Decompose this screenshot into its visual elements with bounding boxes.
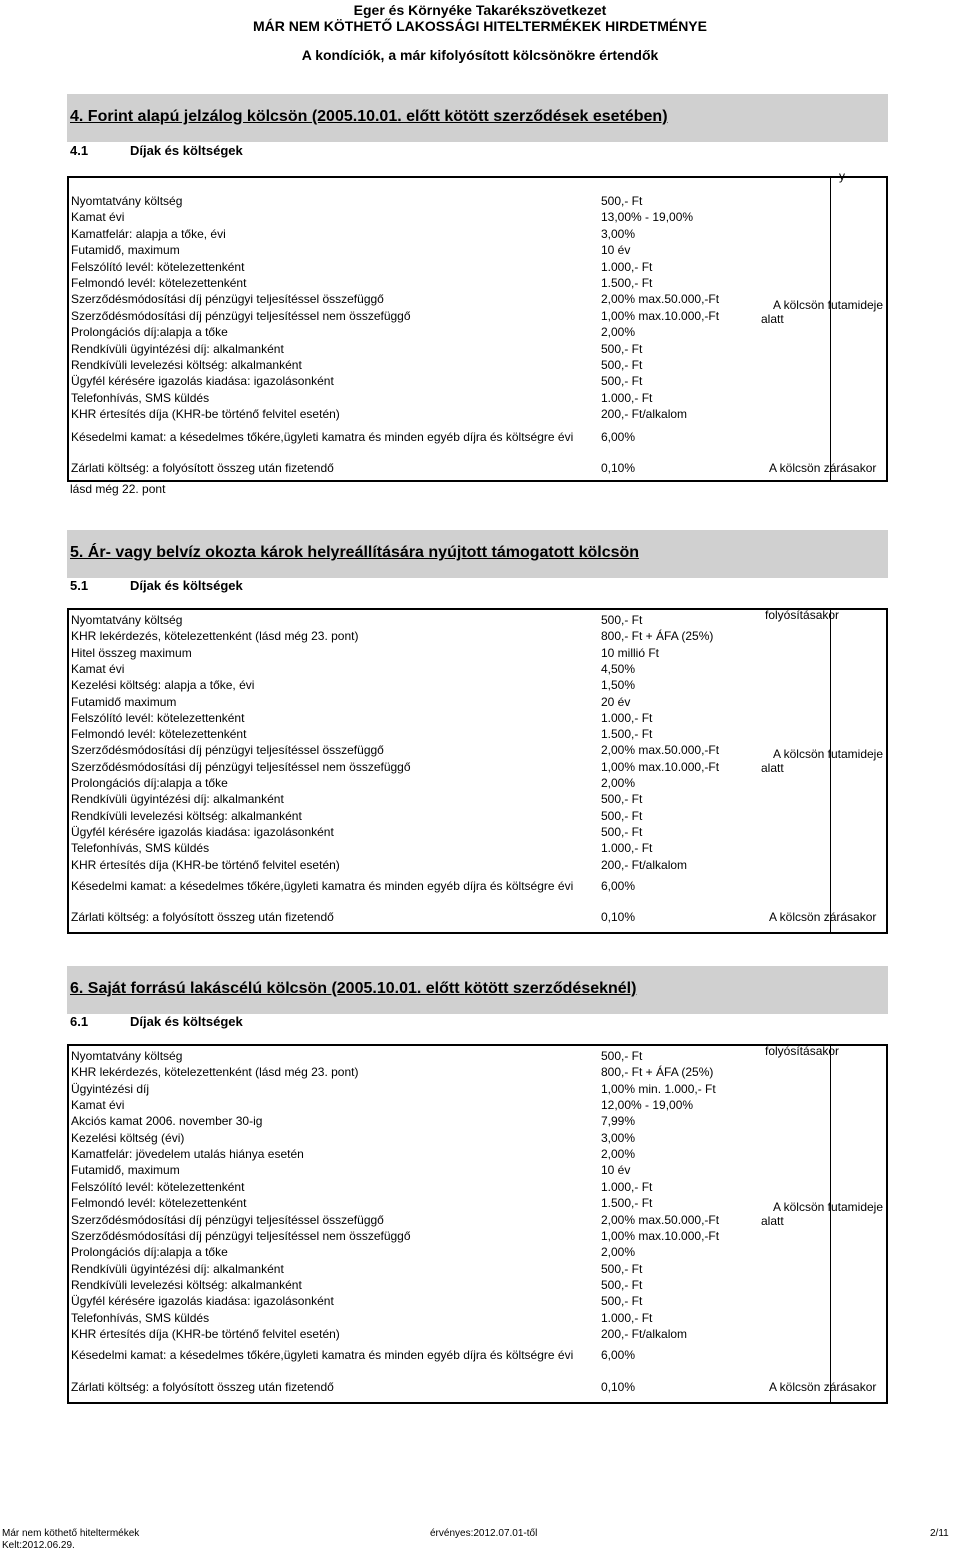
fee-row-label: Nyomtatvány költség bbox=[71, 613, 183, 627]
section-6-top-note: folyósításakor bbox=[765, 1044, 840, 1058]
fee-row-label: Nyomtatvány költség bbox=[71, 194, 183, 208]
fee-row-value: 2,00% bbox=[601, 1245, 636, 1260]
fee-row-label: Kamat évi bbox=[71, 210, 125, 225]
fee-row-label: Rendkívüli levelezési költség: alkalmanként bbox=[71, 1277, 302, 1292]
section-4-banner bbox=[67, 94, 888, 142]
section-6-closing-note: A kölcsön zárásakor bbox=[769, 1380, 877, 1394]
fee-row-value: 13,00% - 19,00% bbox=[601, 210, 694, 225]
fee-row-label: Ügyintézési díj bbox=[71, 1081, 150, 1096]
fee-row-label: Rendkívüli levelezési költség: alkalmanként bbox=[71, 358, 302, 372]
section-6-banner bbox=[67, 966, 888, 1014]
table-divider bbox=[830, 1046, 831, 1402]
section-6-subtitle-text: Díjak és költségek bbox=[130, 1014, 243, 1029]
fee-row-value: 2,00% max.50.000,-Ft bbox=[601, 1212, 720, 1227]
fee-row-label: Ügyfél kérésére igazolás kiadása: igazolásonként bbox=[71, 374, 334, 389]
fee-row-value: 200,- Ft/alkalom bbox=[601, 857, 688, 872]
fee-row-label: Szerződésmódosítási díj pénzügyi teljesítéssel nem összefüggő bbox=[71, 759, 411, 774]
fee-row-label: Felszólító levél: kötelezettenként bbox=[71, 710, 245, 725]
section-5-closing-note: A kölcsön zárásakor bbox=[769, 910, 877, 924]
fee-row-value: 500,- Ft bbox=[601, 613, 643, 627]
fee-row-value: 200,- Ft/alkalom bbox=[601, 1326, 688, 1341]
header-bank-name: Eger és Környéke Takarékszövetkezet bbox=[353, 2, 607, 18]
fee-row-label: KHR értesítés díja (KHR-be történő felvitel esetén) bbox=[71, 857, 340, 872]
section-5-subtitle bbox=[70, 578, 243, 593]
fee-row-label: Szerződésmódosítási díj pénzügyi teljesítéssel nem összefüggő bbox=[71, 308, 411, 323]
section-4-fee-table bbox=[67, 169, 888, 482]
fee-row-value: 1.000,- Ft bbox=[601, 259, 653, 274]
fee-row-value: 1.000,- Ft bbox=[601, 710, 653, 725]
fee-row-label: Szerződésmódosítási díj pénzügyi teljesítéssel összefüggő bbox=[71, 1212, 384, 1227]
fee-row-value: 500,- Ft bbox=[601, 1261, 643, 1276]
fee-row-label: Futamidő, maximum bbox=[71, 243, 180, 258]
fee-row-label: Telefonhívás, SMS küldés bbox=[71, 841, 210, 856]
fee-row-label: Prolongációs díj:alapja a tőke bbox=[71, 325, 228, 340]
fee-row-label: Felmondó levél: kötelezettenként bbox=[71, 727, 247, 742]
section-4-subtitle bbox=[70, 143, 243, 158]
footer-page-number: 2/11 bbox=[930, 1528, 949, 1539]
fee-row-value: 1.500,- Ft bbox=[601, 276, 653, 290]
fee-row-value: 4,50% bbox=[601, 661, 636, 676]
footer-valid-from: érvényes:2012.07.01-től bbox=[430, 1528, 538, 1539]
fee-row-value: 3,00% bbox=[601, 226, 636, 241]
fee-row-value: 2,00% max.50.000,-Ft bbox=[601, 292, 720, 307]
section-4-late-interest-value: 6,00% bbox=[601, 430, 636, 444]
section-6-subtitle bbox=[70, 1014, 243, 1029]
fee-row-value: 2,00% bbox=[601, 1147, 636, 1162]
fee-row-label: KHR lekérdezés, kötelezettenként (lásd még 23. pont) bbox=[71, 1065, 359, 1080]
section-5-term-note-2: alatt bbox=[761, 761, 784, 775]
section-5-closing-value: 0,10% bbox=[601, 910, 636, 924]
fee-row-label: KHR értesítés díja (KHR-be történő felvitel esetén) bbox=[71, 1326, 340, 1341]
section-4-subtitle-text: Díjak és költségek bbox=[130, 143, 243, 158]
fee-row-value: 3,00% bbox=[601, 1130, 636, 1145]
section-6-closing-label: Zárlati költség: a folyósított összeg után fizetendő bbox=[71, 1380, 334, 1394]
section-4-closing-value: 0,10% bbox=[601, 461, 636, 475]
section-5-late-interest-label: Késedelmi kamat: a késedelmes tőkére,ügyleti kamatra és minden egyéb díjra és költségre évi bbox=[71, 879, 574, 893]
section-4-late-interest-label: Késedelmi kamat: a késedelmes tőkére,ügyleti kamatra és minden egyéb díjra és költségre évi bbox=[71, 430, 574, 444]
fee-row-value: 500,- Ft bbox=[601, 792, 643, 807]
fee-row-label: Telefonhívás, SMS küldés bbox=[71, 390, 210, 405]
fee-row-value: 1.000,- Ft bbox=[601, 390, 653, 405]
section-5-fee-table bbox=[67, 608, 888, 934]
fee-row-value: 2,00% bbox=[601, 776, 636, 790]
section-5-banner bbox=[67, 530, 888, 578]
fee-row-label: Ügyfél kérésére igazolás kiadása: igazolásonként bbox=[71, 1294, 334, 1309]
fee-row-label: Kamatfelár: alapja a tőke, évi bbox=[71, 226, 226, 241]
section-5-closing-label: Zárlati költség: a folyósított összeg után fizetendő bbox=[71, 910, 334, 924]
fee-row-value: 500,- Ft bbox=[601, 824, 643, 839]
section-4-title: 4. Forint alapú jelzálog kölcsön (2005.10.01. előtt kötött szerződések esetében) bbox=[70, 108, 668, 125]
fee-row-value: 200,- Ft/alkalom bbox=[601, 407, 688, 422]
fee-row-value: 10 év bbox=[601, 1163, 631, 1178]
fee-row-value: 2,00% max.50.000,-Ft bbox=[601, 743, 720, 758]
fee-row-value: 500,- Ft bbox=[601, 1277, 643, 1292]
fee-row-value: 500,- Ft bbox=[601, 194, 643, 208]
fee-row-label: Felszólító levél: kötelezettenként bbox=[71, 259, 245, 274]
fee-row-label: Kezelési költség (évi) bbox=[71, 1130, 185, 1145]
section-6-fee-table bbox=[67, 1044, 888, 1404]
fee-row-value: 500,- Ft bbox=[601, 341, 643, 356]
fee-row-label: Szerződésmódosítási díj pénzügyi teljesítéssel összefüggő bbox=[71, 292, 384, 307]
section-6-late-interest-value: 6,00% bbox=[601, 1348, 636, 1362]
fee-row-value: 800,- Ft + ÁFA (25%) bbox=[601, 629, 714, 644]
fee-row-value: 10 év bbox=[601, 243, 631, 258]
fee-row-label: Kezelési költség: alapja a tőke, évi bbox=[71, 678, 255, 693]
fee-row-value: 10 millió Ft bbox=[601, 645, 660, 660]
footer-document-name: Már nem köthető hiteltermékek bbox=[2, 1528, 140, 1539]
header-document-title: MÁR NEM KÖTHETŐ LAKOSSÁGI HITELTERMÉKEK HIRDETMÉNYE bbox=[253, 18, 707, 34]
fee-row-value: 1.500,- Ft bbox=[601, 727, 653, 742]
fee-row-label: Rendkívüli levelezési költség: alkalmanként bbox=[71, 808, 302, 823]
fee-row-label: Kamat évi bbox=[71, 661, 125, 676]
fee-row-label: Nyomtatvány költség bbox=[71, 1049, 183, 1063]
fee-row-label: Akciós kamat 2006. november 30-ig bbox=[71, 1114, 263, 1129]
section-4-term-note: A kölcsön futamideje bbox=[772, 298, 883, 312]
fee-row-value: 2,00% bbox=[601, 325, 636, 340]
section-5-subtitle-text: Díjak és költségek bbox=[130, 578, 243, 593]
section-5-term-note: A kölcsön futamideje bbox=[772, 747, 883, 761]
fee-row-value: 7,99% bbox=[601, 1114, 636, 1129]
fee-row-label: Felszólító levél: kötelezettenként bbox=[71, 1179, 245, 1194]
table-divider bbox=[830, 610, 831, 932]
fee-row-value: 1.000,- Ft bbox=[601, 1179, 653, 1194]
fee-row-value: 1,00% max.10.000,-Ft bbox=[601, 1228, 720, 1243]
fee-row-value: 1.000,- Ft bbox=[601, 841, 653, 856]
section-4-closing-label: Zárlati költség: a folyósított összeg után fizetendő bbox=[71, 461, 334, 475]
fee-row-value: 500,- Ft bbox=[601, 1049, 643, 1063]
section-4-top-fragment: y bbox=[839, 169, 845, 183]
section-5-late-interest-value: 6,00% bbox=[601, 879, 636, 893]
fee-row-value: 1,50% bbox=[601, 678, 636, 693]
fee-row-label: Futamidő, maximum bbox=[71, 1163, 180, 1178]
fee-row-value: 500,- Ft bbox=[601, 358, 643, 372]
fee-row-label: Kamatfelár: jövedelem utalás hiánya esetén bbox=[71, 1147, 304, 1162]
fee-row-label: Ügyfél kérésére igazolás kiadása: igazolásonként bbox=[71, 824, 334, 839]
section-6-title: 6. Saját forrású lakáscélú kölcsön (2005.10.01. előtt kötött szerződéseknél) bbox=[70, 980, 637, 997]
footer-issue-date: Kelt:2012.06.29. bbox=[2, 1540, 75, 1551]
table-divider bbox=[830, 178, 831, 480]
fee-row-label: Hitel összeg maximum bbox=[71, 645, 192, 660]
fee-row-label: Szerződésmódosítási díj pénzügyi teljesítéssel összefüggő bbox=[71, 743, 384, 758]
fee-row-label: Prolongációs díj:alapja a tőke bbox=[71, 776, 228, 790]
fee-row-value: 1.500,- Ft bbox=[601, 1196, 653, 1211]
fee-row-label: Felmondó levél: kötelezettenként bbox=[71, 276, 247, 290]
fee-row-value: 12,00% - 19,00% bbox=[601, 1098, 694, 1113]
fee-row-label: Kamat évi bbox=[71, 1098, 125, 1113]
fee-row-value: 500,- Ft bbox=[601, 374, 643, 389]
fee-row-value: 1,00% min. 1.000,- Ft bbox=[601, 1081, 716, 1096]
section-4-subtitle-number: 4.1 bbox=[70, 143, 89, 158]
fee-row-label: Szerződésmódosítási díj pénzügyi teljesítéssel nem összefüggő bbox=[71, 1228, 411, 1243]
fee-row-label: Rendkívüli ügyintézési díj: alkalmanként bbox=[71, 792, 284, 807]
section-4-closing-note: A kölcsön zárásakor bbox=[769, 461, 877, 475]
fee-row-value: 500,- Ft bbox=[601, 808, 643, 823]
fee-row-label: Rendkívüli ügyintézési díj: alkalmanként bbox=[71, 341, 284, 356]
fee-row-label: Prolongációs díj:alapja a tőke bbox=[71, 1245, 228, 1260]
section-5-subtitle-number: 5.1 bbox=[70, 578, 89, 593]
fee-row-label: Rendkívüli ügyintézési díj: alkalmanként bbox=[71, 1261, 284, 1276]
fee-row-value: 800,- Ft + ÁFA (25%) bbox=[601, 1065, 714, 1080]
section-6-late-interest-label: Késedelmi kamat: a késedelmes tőkére,ügyleti kamatra és minden egyéb díjra és költségre évi bbox=[71, 1348, 574, 1362]
fee-row-label: KHR lekérdezés, kötelezettenként (lásd még 23. pont) bbox=[71, 629, 359, 644]
section-4-term-note-2: alatt bbox=[761, 312, 784, 326]
section-5-top-note: folyósításakor bbox=[765, 608, 840, 622]
fee-row-value: 500,- Ft bbox=[601, 1294, 643, 1309]
fee-row-label: KHR értesítés díja (KHR-be történő felvitel esetén) bbox=[71, 407, 340, 422]
section-6-subtitle-number: 6.1 bbox=[70, 1014, 89, 1029]
section-6-closing-value: 0,10% bbox=[601, 1380, 636, 1394]
fee-row-value: 1,00% max.10.000,-Ft bbox=[601, 759, 720, 774]
fee-row-label: Felmondó levél: kötelezettenként bbox=[71, 1196, 247, 1211]
section-6-term-note-2: alatt bbox=[761, 1214, 784, 1228]
section-4-see-also: lásd még 22. pont bbox=[70, 482, 166, 496]
header-scope-note: A kondíciók, a már kifolyósított kölcsönökre értendők bbox=[301, 47, 659, 63]
fee-row-value: 1.000,- Ft bbox=[601, 1310, 653, 1325]
fee-row-value: 20 év bbox=[601, 694, 631, 709]
section-5-title: 5. Ár- vagy belvíz okozta károk helyreállítására nyújtott támogatott kölcsön bbox=[70, 544, 640, 561]
fee-row-value: 1,00% max.10.000,-Ft bbox=[601, 308, 720, 323]
fee-row-label: Telefonhívás, SMS küldés bbox=[71, 1310, 210, 1325]
fee-row-label: Futamidő maximum bbox=[71, 694, 177, 709]
section-6-term-note: A kölcsön futamideje bbox=[772, 1200, 883, 1214]
